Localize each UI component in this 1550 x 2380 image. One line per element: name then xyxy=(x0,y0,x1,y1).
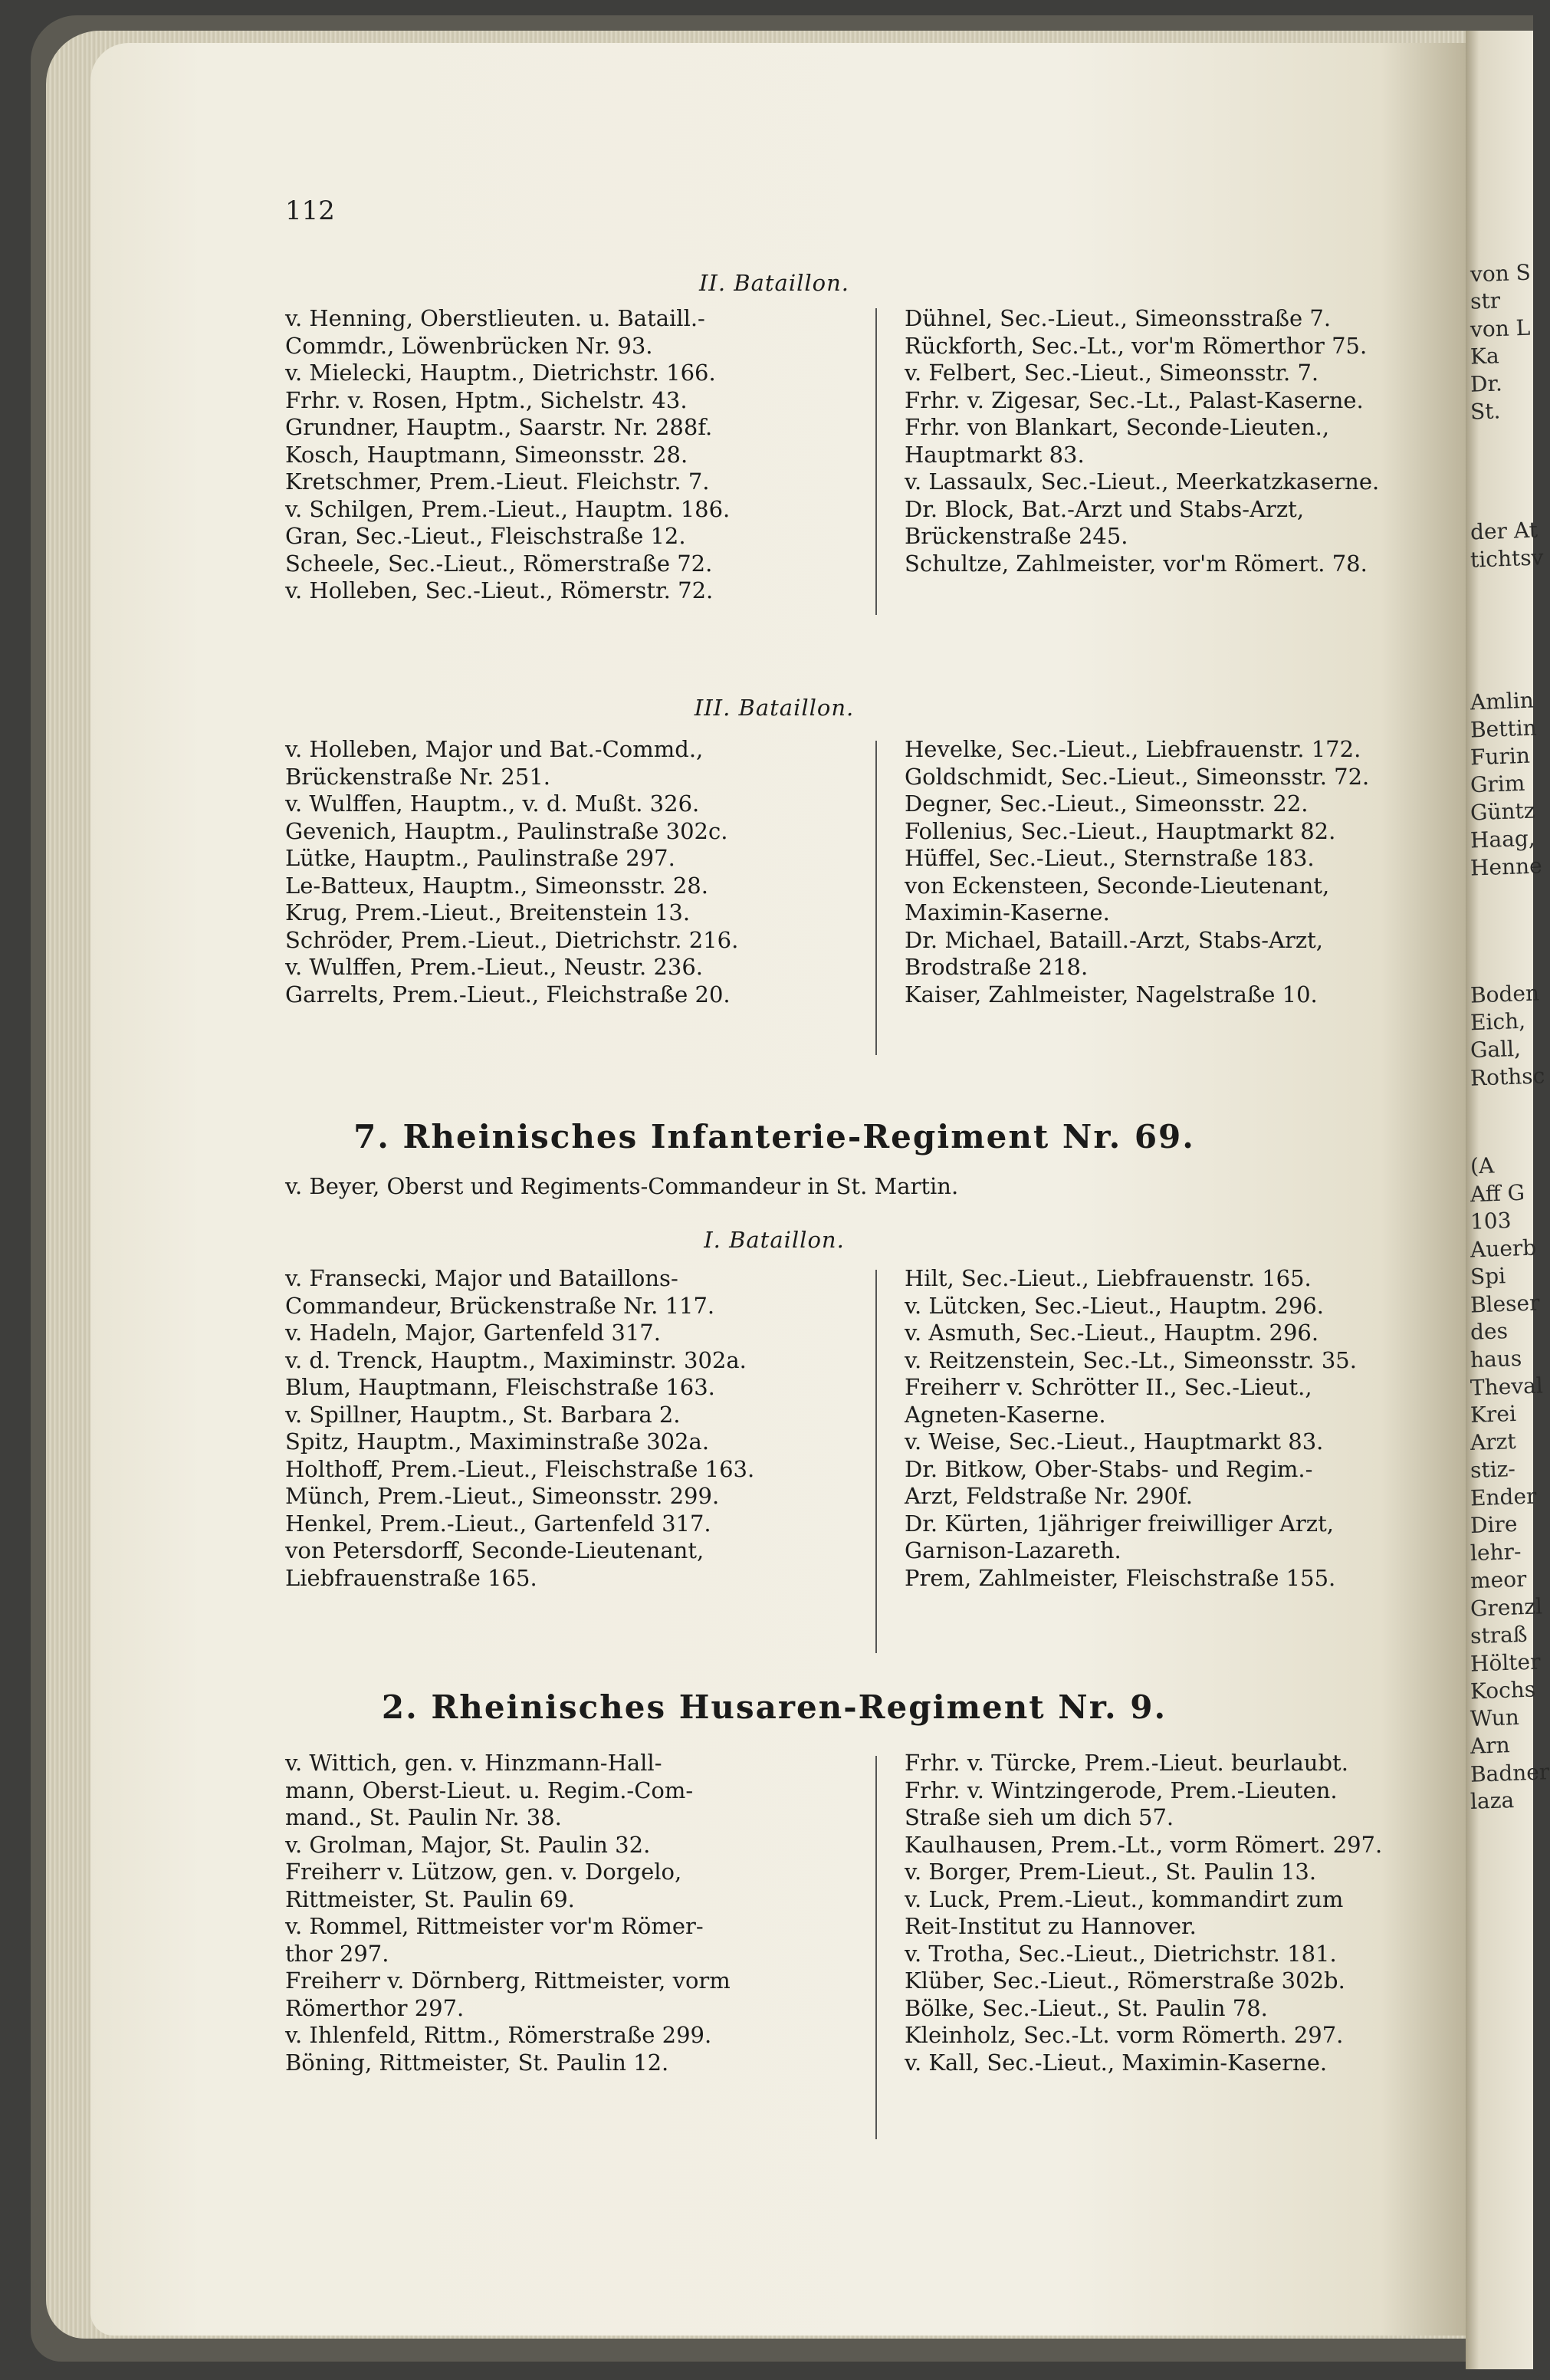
roster-entry: Freiherr v. Dörnberg, Rittmeister, vorm xyxy=(285,1967,731,1994)
roster-entry: Degner, Sec.-Lieut., Simeonsstr. 22. xyxy=(905,791,1309,817)
adjacent-page-fragment: Aff G xyxy=(1470,1179,1525,1208)
roster-entry: Brückenstraße Nr. 251. xyxy=(285,763,551,790)
roster-entry: Follenius, Sec.-Lieut., Hauptmarkt 82. xyxy=(905,817,1336,844)
regiment-69-title: 7. Rheinisches Infanterie-Regiment Nr. 69. xyxy=(353,1118,1195,1155)
roster-entry: v. Asmuth, Sec.-Lieut., Hauptm. 296. xyxy=(905,1320,1319,1346)
roster-entry: v. Trotha, Sec.-Lieut., Dietrichstr. 181. xyxy=(905,1940,1337,1967)
adjacent-page-fragment: Auerb xyxy=(1470,1234,1537,1263)
roster-entry: v. Wittich, gen. v. Hinzmann-Hall- xyxy=(285,1750,662,1776)
roster-entry: Blum, Hauptmann, Fleischstraße 163. xyxy=(285,1374,715,1400)
roster-entry: Garrelts, Prem.-Lieut., Fleichstraße 20. xyxy=(285,981,731,1008)
roster-entry: v. Luck, Prem.-Lieut., kommandirt zum xyxy=(905,1885,1344,1912)
adjacent-page-fragment: Eich, xyxy=(1470,1008,1526,1036)
adjacent-page-fragment: Dr. xyxy=(1470,370,1503,397)
column-divider xyxy=(875,741,877,1055)
hussars-title: 2. Rheinisches Husaren-Regiment Nr. 9. xyxy=(381,1688,1167,1726)
roster-entry: Dühnel, Sec.-Lieut., Simeonsstraße 7. xyxy=(905,305,1332,331)
roster-entry: Schultze, Zahlmeister, vor'm Römert. 78. xyxy=(905,550,1368,577)
roster-entry: mand., St. Paulin Nr. 38. xyxy=(285,1804,562,1830)
roster-entry: v. Reitzenstein, Sec.-Lt., Simeonsstr. 35. xyxy=(905,1346,1357,1373)
section-heading-ii-bataillon: II. Bataillon. xyxy=(698,270,850,296)
roster-entry: Dr. Michael, Bataill.-Arzt, Stabs-Arzt, xyxy=(905,926,1323,953)
roster-entry: v. Hadeln, Major, Gartenfeld 317. xyxy=(285,1320,661,1346)
hussars-right-column xyxy=(905,1750,1382,2076)
adjacent-page-fragment: Amlin xyxy=(1470,687,1535,715)
roster-entry: Rittmeister, St. Paulin 69. xyxy=(285,1885,575,1912)
column-divider xyxy=(875,308,877,615)
adjacent-page-fragment: haus xyxy=(1470,1345,1522,1373)
roster-entry: Kosch, Hauptmann, Simeonsstr. 28. xyxy=(285,441,688,468)
adjacent-page-fragment: Bleser xyxy=(1470,1290,1540,1318)
roster-entry: v. Spillner, Hauptm., St. Barbara 2. xyxy=(285,1401,681,1428)
adjacent-page-fragment: St. xyxy=(1470,398,1501,425)
adjacent-page-fragment: von L xyxy=(1470,314,1531,343)
roster-entry: von Eckensteen, Seconde-Lieutenant, xyxy=(905,872,1330,899)
adjacent-page-fragment: Ender xyxy=(1470,1483,1537,1511)
roster-entry: mann, Oberst-Lieut. u. Regim.-Com- xyxy=(285,1777,694,1803)
roster-entry: Böning, Rittmeister, St. Paulin 12. xyxy=(285,2049,669,2076)
roster-entry: Krug, Prem.-Lieut., Breitenstein 13. xyxy=(285,899,691,925)
adjacent-page-fragment: Gall, xyxy=(1470,1035,1522,1063)
regiment-69-left-column xyxy=(285,1265,754,1592)
adjacent-page-fragment: Rothsc xyxy=(1470,1063,1545,1091)
regiment-69-battalion-heading: I. Bataillon. xyxy=(704,1227,845,1253)
adjacent-page-fragment: Henne xyxy=(1470,853,1543,881)
roster-entry: v. Mielecki, Hauptm., Dietrichstr. 166. xyxy=(285,360,716,386)
adjacent-page-fragment: stiz- xyxy=(1470,1455,1516,1484)
iii-bataillon-right-column xyxy=(905,736,1369,1008)
column-divider xyxy=(875,1756,877,2139)
roster-entry: Schröder, Prem.-Lieut., Dietrichstr. 216. xyxy=(285,926,739,953)
adjacent-page-fragment: Haag, xyxy=(1470,825,1536,853)
roster-entry: Henkel, Prem.-Lieut., Gartenfeld 317. xyxy=(285,1510,711,1537)
roster-entry: Frhr. v. Wintzingerode, Prem.-Lieuten. xyxy=(905,1777,1338,1803)
adjacent-page-fragment: der At xyxy=(1470,517,1539,545)
ii-bataillon-right-column xyxy=(905,305,1379,577)
roster-entry: Dr. Block, Bat.-Arzt und Stabs-Arzt, xyxy=(905,495,1305,522)
roster-entry: Hüffel, Sec.-Lieut., Sternstraße 183. xyxy=(905,845,1315,871)
roster-entry: Frhr. v. Türcke, Prem.-Lieut. beurlaubt. xyxy=(905,1750,1348,1776)
adjacent-page-fragment: Hölter xyxy=(1470,1649,1541,1677)
roster-entry: v. Felbert, Sec.-Lieut., Simeonsstr. 7. xyxy=(905,360,1319,386)
roster-entry: Gevenich, Hauptm., Paulinstraße 302c. xyxy=(285,817,728,844)
roster-entry: Commandeur, Brückenstraße Nr. 117. xyxy=(285,1292,715,1319)
adjacent-page-fragment: Boden xyxy=(1470,980,1540,1008)
roster-entry: Brodstraße 218. xyxy=(905,954,1089,980)
adjacent-page-fragment: Wun xyxy=(1470,1704,1520,1732)
adjacent-page-fragment: Dire xyxy=(1470,1511,1518,1539)
roster-entry: Freiherr v. Schrötter II., Sec.-Lieut., xyxy=(905,1374,1312,1400)
roster-entry: Spitz, Hauptm., Maximinstraße 302a. xyxy=(285,1428,710,1455)
adjacent-page-fragment: Furin xyxy=(1470,742,1531,771)
adjacent-page-fragment: Krei xyxy=(1470,1400,1517,1428)
adjacent-page-fragment: von S xyxy=(1470,259,1532,288)
roster-entry: Scheele, Sec.-Lieut., Römerstraße 72. xyxy=(285,550,713,577)
roster-entry: v. Fransecki, Major und Bataillons- xyxy=(285,1265,678,1291)
adjacent-page-fragment: str xyxy=(1470,288,1501,314)
roster-entry: Reit-Institut zu Hannover. xyxy=(905,1913,1197,1939)
section-heading-iii-bataillon: III. Bataillon. xyxy=(694,695,855,721)
roster-entry: v. Lassaulx, Sec.-Lieut., Meerkatzkaserne. xyxy=(905,468,1380,495)
roster-entry: Kaiser, Zahlmeister, Nagelstraße 10. xyxy=(905,981,1318,1008)
adjacent-page-fragment: 103 xyxy=(1470,1208,1512,1234)
roster-entry: Kretschmer, Prem.-Lieut. Fleichstr. 7. xyxy=(285,468,710,495)
roster-entry: Freiherr v. Lützow, gen. v. Dorgelo, xyxy=(285,1859,682,1885)
roster-entry: Kaulhausen, Prem.-Lt., vorm Römert. 297. xyxy=(905,1831,1383,1858)
roster-entry: Grundner, Hauptm., Saarstr. Nr. 288f. xyxy=(285,414,713,440)
roster-entry: Straße sieh um dich 57. xyxy=(905,1804,1174,1830)
roster-entry: v. Grolman, Major, St. Paulin 32. xyxy=(285,1831,651,1858)
roster-entry: v. Wulffen, Hauptm., v. d. Mußt. 326. xyxy=(285,791,700,817)
column-divider xyxy=(875,1270,877,1653)
roster-entry: Frhr. v. Zigesar, Sec.-Lt., Palast-Kaserne. xyxy=(905,386,1364,413)
roster-entry: Rückforth, Sec.-Lt., vor'm Römerthor 75. xyxy=(905,332,1368,359)
adjacent-page-fragment: (A xyxy=(1470,1152,1495,1179)
roster-entry: Maximin-Kaserne. xyxy=(905,899,1110,925)
adjacent-page-fragment: Grim xyxy=(1470,770,1525,798)
roster-entry: Dr. Bitkow, Ober-Stabs- und Regim.- xyxy=(905,1455,1313,1482)
roster-entry: Lütke, Hauptm., Paulinstraße 297. xyxy=(285,845,675,871)
roster-entry: Klüber, Sec.-Lieut., Römerstraße 302b. xyxy=(905,1967,1345,1994)
ii-bataillon-left-column xyxy=(285,305,730,605)
adjacent-page-fragment: Grenzl xyxy=(1470,1593,1543,1622)
regiment-69-right-column xyxy=(905,1265,1357,1592)
roster-entry: Goldschmidt, Sec.-Lieut., Simeonsstr. 72. xyxy=(905,763,1370,790)
adjacent-page-fragment: straß xyxy=(1470,1621,1528,1649)
roster-entry: v. Weise, Sec.-Lieut., Hauptmarkt 83. xyxy=(905,1428,1324,1455)
roster-entry: v. Henning, Oberstlieuten. u. Bataill.- xyxy=(285,305,705,331)
adjacent-page xyxy=(1466,31,1550,2369)
page-number: 112 xyxy=(285,196,335,226)
roster-entry: v. Rommel, Rittmeister vor'm Römer- xyxy=(285,1913,704,1939)
adjacent-page-fragment: meor xyxy=(1470,1566,1527,1594)
hussars-left-column xyxy=(285,1750,731,2076)
roster-entry: Münch, Prem.-Lieut., Simeonsstr. 299. xyxy=(285,1483,720,1509)
roster-entry: v. Borger, Prem-Lieut., St. Paulin 13. xyxy=(905,1859,1317,1885)
adjacent-page-fragment: Theval xyxy=(1470,1372,1544,1401)
adjacent-page-fragment: Arn xyxy=(1470,1732,1511,1759)
adjacent-page-fragment: tichtsv xyxy=(1470,544,1544,573)
roster-entry: von Petersdorff, Seconde-Lieutenant, xyxy=(285,1537,704,1563)
roster-entry: Dr. Kürten, 1jähriger freiwilliger Arzt, xyxy=(905,1510,1334,1537)
roster-entry: thor 297. xyxy=(285,1940,389,1967)
roster-entry: Frhr. v. Rosen, Hptm., Sichelstr. 43. xyxy=(285,386,688,413)
roster-entry: Prem, Zahlmeister, Fleischstraße 155. xyxy=(905,1564,1336,1591)
roster-entry: v. Lütcken, Sec.-Lieut., Hauptm. 296. xyxy=(905,1292,1325,1319)
roster-entry: Hevelke, Sec.-Lieut., Liebfrauenstr. 172. xyxy=(905,736,1361,762)
roster-entry: Römerthor 297. xyxy=(285,1994,465,2021)
roster-entry: v. Wulffen, Prem.-Lieut., Neustr. 236. xyxy=(285,954,704,980)
roster-entry: v. Ihlenfeld, Rittm., Römerstraße 299. xyxy=(285,2022,712,2048)
roster-entry: Agneten-Kaserne. xyxy=(905,1401,1106,1428)
roster-entry: v. d. Trenck, Hauptm., Maximinstr. 302a. xyxy=(285,1346,747,1373)
roster-entry: Hilt, Sec.-Lieut., Liebfrauenstr. 165. xyxy=(905,1265,1312,1291)
roster-entry: Brückenstraße 245. xyxy=(905,523,1128,549)
adjacent-page-fragment: Spi xyxy=(1470,1263,1506,1290)
regiment-69-commander: v. Beyer, Oberst und Regiments-Commandeur in St. Martin. xyxy=(285,1173,959,1199)
roster-entry: v. Kall, Sec.-Lieut., Maximin-Kaserne. xyxy=(905,2049,1328,2076)
roster-entry: Holthoff, Prem.-Lieut., Fleischstraße 163. xyxy=(285,1455,755,1482)
roster-entry: Le-Batteux, Hauptm., Simeonsstr. 28. xyxy=(285,872,708,899)
roster-entry: v. Holleben, Major und Bat.-Commd., xyxy=(285,736,704,762)
roster-entry: Gran, Sec.-Lieut., Fleischstraße 12. xyxy=(285,523,686,549)
roster-entry: v. Holleben, Sec.-Lieut., Römerstr. 72. xyxy=(285,577,714,603)
roster-entry: Kleinholz, Sec.-Lt. vorm Römerth. 297. xyxy=(905,2022,1344,2048)
adjacent-page-fragment: Kochs xyxy=(1470,1676,1536,1704)
roster-entry: Liebfrauenstraße 165. xyxy=(285,1564,537,1591)
adjacent-page-fragment: Ka xyxy=(1470,343,1500,370)
adjacent-page-fragment: lehr- xyxy=(1470,1538,1522,1566)
adjacent-page-fragment: Bettin xyxy=(1470,715,1538,743)
roster-entry: Commdr., Löwenbrücken Nr. 93. xyxy=(285,332,653,359)
iii-bataillon-left-column xyxy=(285,736,738,1008)
roster-entry: Frhr. von Blankart, Seconde-Lieuten., xyxy=(905,414,1330,440)
roster-entry: Hauptmarkt 83. xyxy=(905,441,1085,468)
adjacent-page-fragment: laza xyxy=(1470,1787,1515,1814)
roster-entry: Arzt, Feldstraße Nr. 290f. xyxy=(905,1483,1193,1509)
roster-entry: Bölke, Sec.-Lieut., St. Paulin 78. xyxy=(905,1994,1268,2021)
adjacent-page-fragment: Arzt xyxy=(1470,1428,1517,1456)
roster-entry: v. Schilgen, Prem.-Lieut., Hauptm. 186. xyxy=(285,495,731,522)
adjacent-page-fragment: Güntz xyxy=(1470,797,1535,826)
adjacent-page-fragment: Badner xyxy=(1470,1759,1550,1787)
roster-entry: Garnison-Lazareth. xyxy=(905,1537,1121,1563)
adjacent-page-fragment: des xyxy=(1470,1318,1509,1345)
